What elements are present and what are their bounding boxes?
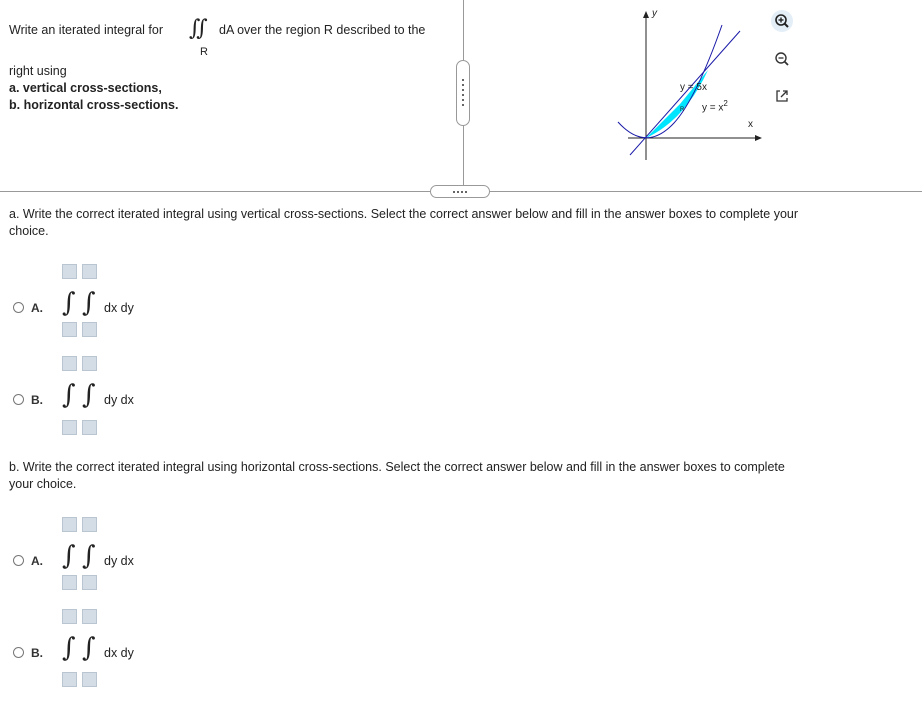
option-label: B. <box>31 646 43 660</box>
inner-lower-limit-box[interactable] <box>82 672 97 687</box>
outer-upper-limit-box[interactable] <box>62 517 77 532</box>
zoom-out-button[interactable] <box>771 48 793 70</box>
part-a-option-a-radio[interactable] <box>13 302 24 313</box>
x-axis-label: x <box>748 119 753 130</box>
horizontal-splitter-handle[interactable] <box>430 185 490 198</box>
zoom-in-button[interactable] <box>771 10 793 32</box>
inner-lower-limit-box[interactable] <box>82 575 97 590</box>
inner-integral-symbol: ∫ <box>82 380 96 410</box>
inner-upper-limit-box[interactable] <box>82 517 97 532</box>
outer-lower-limit-box[interactable] <box>62 420 77 435</box>
double-integral-symbol: ∬ <box>189 16 202 41</box>
outer-lower-limit-box[interactable] <box>62 575 77 590</box>
problem-integrand: dA over the region R described to the <box>219 23 426 37</box>
part-b-option-b-radio[interactable] <box>13 647 24 658</box>
part-a-option-b-radio[interactable] <box>13 394 24 405</box>
outer-integral-symbol: ∫ <box>62 633 76 663</box>
region-graph <box>610 5 770 165</box>
curve-label: $y = x^2$ <box>702 99 728 114</box>
outer-lower-limit-box[interactable] <box>62 672 77 687</box>
option-label: A. <box>31 301 43 315</box>
inner-integral-symbol: ∫ <box>82 288 96 318</box>
inner-upper-limit-box[interactable] <box>82 264 97 279</box>
outer-upper-limit-box[interactable] <box>62 356 77 371</box>
vertical-splitter-handle[interactable] <box>456 60 470 126</box>
zoom-out-icon <box>771 48 793 70</box>
popout-button[interactable] <box>771 85 793 107</box>
region-subscript: R <box>200 46 208 58</box>
part-b-option-a-radio[interactable] <box>13 555 24 566</box>
problem-line2: right using <box>9 64 67 78</box>
differential: dy dx <box>104 554 134 568</box>
outer-lower-limit-box[interactable] <box>62 322 77 337</box>
inner-upper-limit-box[interactable] <box>82 356 97 371</box>
outer-integral-symbol: ∫ <box>62 288 76 318</box>
differential: dy dx <box>104 393 134 407</box>
zoom-in-icon <box>771 10 793 32</box>
differential: dx dy <box>104 301 134 315</box>
inner-integral-symbol: ∫ <box>82 541 96 571</box>
outer-integral-symbol: ∫ <box>62 541 76 571</box>
outer-integral-symbol: ∫ <box>62 380 76 410</box>
problem-item-b: b. horizontal cross-sections. <box>9 98 179 112</box>
y-axis-label: y <box>652 8 657 19</box>
outer-upper-limit-box[interactable] <box>62 609 77 624</box>
grip-dots-icon <box>462 79 464 107</box>
outer-upper-limit-box[interactable] <box>62 264 77 279</box>
differential: dx dy <box>104 646 134 660</box>
problem-prefix: Write an iterated integral for <box>9 23 164 37</box>
inner-upper-limit-box[interactable] <box>82 609 97 624</box>
region-label: R <box>680 107 685 113</box>
inner-lower-limit-box[interactable] <box>82 420 97 435</box>
inner-integral-symbol: ∫ <box>82 633 96 663</box>
option-label: B. <box>31 393 43 407</box>
line-label: y = 5x <box>680 82 707 93</box>
problem-item-a: a. vertical cross-sections, <box>9 81 162 95</box>
option-label: A. <box>31 554 43 568</box>
grip-dots-icon <box>453 191 469 193</box>
external-link-icon <box>771 85 793 107</box>
inner-lower-limit-box[interactable] <box>82 322 97 337</box>
